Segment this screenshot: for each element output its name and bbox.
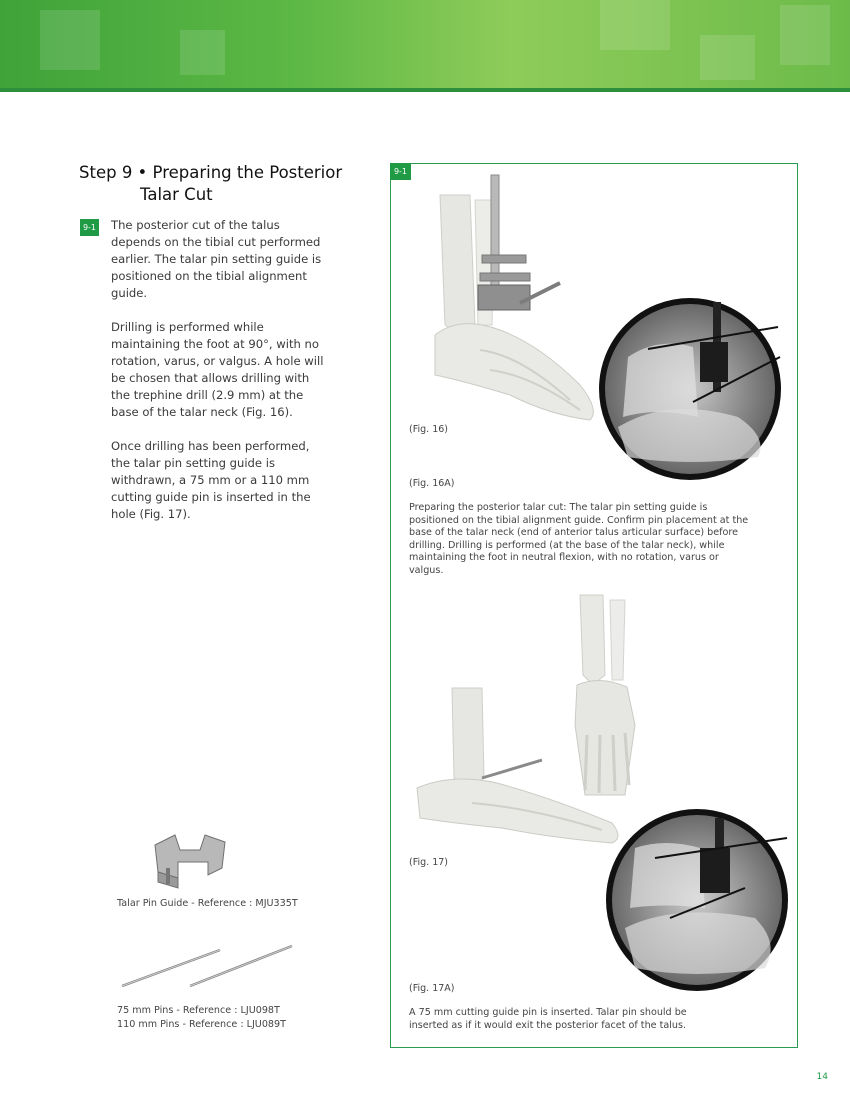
banner-decoration	[180, 30, 225, 75]
panel-badge: 9-1	[390, 163, 411, 180]
fig17a-xray-illustration	[605, 808, 790, 993]
fig16-foot-illustration	[420, 175, 620, 430]
fig16a-label: (Fig. 16A)	[409, 478, 455, 489]
fig17-foot-illustration	[412, 688, 627, 858]
fig16a-description: Preparing the posterior talar cut: The talar pin setting guide is positioned on the tibial alignment guide. Confirm pin placement at the base of the talar neck (end of anterior talus articular surface) before drilling. Drilling is performed (at the base of the talar neck), while maintaining the foot in neutral flexion, with no rotation, varus or valgus.	[409, 502, 749, 576]
title-line-1: Step 9 • Preparing the Posterior	[79, 163, 343, 182]
pins-caption-110: 110 mm Pins - Reference : LJU089T	[117, 1019, 286, 1030]
fig17a-label: (Fig. 17A)	[409, 983, 455, 994]
page-title	[79, 162, 369, 206]
banner-decoration	[600, 0, 670, 50]
paragraph: The posterior cut of the talus depends on the tibial cut performed earlier. The talar pin setting guide is positioned on the tibial alignment guide.	[111, 218, 322, 300]
pins-caption-75: 75 mm Pins - Reference : LJU098T	[117, 1005, 280, 1016]
banner-decoration	[780, 5, 830, 65]
talar-pin-guide-illustration	[150, 830, 230, 890]
guide-caption: Talar Pin Guide - Reference : MJU335T	[117, 898, 298, 909]
banner-decoration	[700, 35, 755, 80]
step-badge: 9-1	[80, 219, 99, 236]
header-banner	[0, 0, 850, 92]
paragraph: Drilling is performed while maintaining the foot at 90°, with no rotation, varus, or valgus. A hole will be chosen that allows drilling with the trephine drill (2.9 mm) at the base of the talar neck (Fig. 16).	[111, 320, 324, 419]
fig17-label: (Fig. 17)	[409, 857, 448, 868]
fig16a-xray-illustration	[598, 297, 783, 482]
page-number: 14	[816, 1072, 828, 1082]
banner-edge	[0, 88, 850, 92]
fig17a-description: A 75 mm cutting guide pin is inserted. Talar pin should be inserted as if it would exit the posterior facet of the talus.	[409, 1007, 687, 1031]
paragraph: Once drilling has been performed, the talar pin setting guide is withdrawn, a 75 mm or a 110 mm cutting guide pin is inserted in the hole (Fig. 17).	[111, 439, 311, 521]
banner-decoration	[40, 10, 100, 70]
title-line-2: Talar Cut	[140, 185, 213, 204]
step-body	[111, 217, 326, 540]
fig16-label: (Fig. 16)	[409, 424, 448, 435]
pins-illustration	[120, 942, 295, 992]
